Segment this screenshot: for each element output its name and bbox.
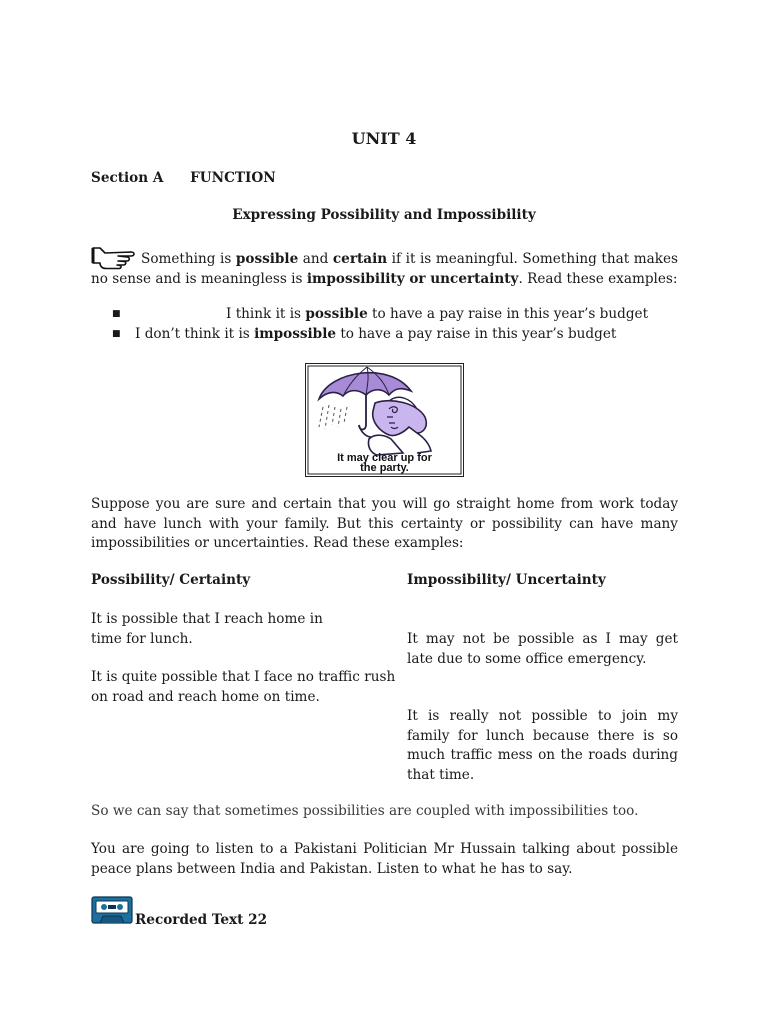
impossibility-example: It may not be possible as I may get late due to some office emergency. [407, 631, 678, 667]
umbrella-illustration [305, 363, 464, 477]
section-name: FUNCTION [190, 170, 276, 186]
bullet-marker: ■ [112, 329, 121, 339]
left-column-heading: Possibility/ Certainty [91, 572, 251, 588]
possibility-example: It is quite possible that I face no traffic rush on road and reach home on time. [91, 669, 396, 705]
illustration-caption: the party. [360, 462, 409, 474]
recorded-text-label: Recorded Text 22 [135, 912, 268, 928]
listen-paragraph: You are going to listen to a Pakistani Politician Mr Hussain talking about possible peace plans between India and Pakistan. Listen to what he has to say. [91, 841, 678, 877]
right-column-heading: Impossibility/ Uncertainty [407, 572, 606, 588]
cassette-tape-icon [91, 896, 133, 924]
impossibility-example: It is really not possible to join my family for lunch because there is so much traffic mess on the roads during that time. [407, 708, 678, 783]
bullet-item: ■ I don’t think it is impossible to have a pay raise in this year’s budget [112, 326, 617, 342]
word-possible: possible [235, 251, 299, 267]
possibility-example: It is possible that I reach home in time for lunch. [91, 611, 323, 647]
conclusion-paragraph: So we can say that sometimes possibilities are coupled with impossibilities too. [91, 803, 639, 819]
intro-paragraph: Something is possible and certain if it is meaningful. Something that makes no sense and is meaningless is impossibility or uncertainty. Read these examples: [91, 251, 678, 287]
word-impossibility: impossibility or uncertainty [306, 270, 519, 287]
section-label: Section A [91, 170, 164, 186]
section-heading [91, 170, 276, 186]
suppose-paragraph: Suppose you are sure and certain that you will go straight home from work today and have lunch with your family. But this certainty or possibility can have many impossibilities or uncertainties. Read these examples: [91, 496, 678, 551]
unit-title: UNIT 4 [351, 129, 417, 148]
word-certain: certain [332, 251, 388, 267]
topic-subtitle: Expressing Possibility and Impossibility [232, 207, 536, 223]
bullet-item: ■ I think it is possible to have a pay raise in this year’s budget [112, 306, 649, 322]
illustration-caption: It may clear up for [337, 452, 432, 464]
bullet-marker: ■ [112, 309, 121, 319]
